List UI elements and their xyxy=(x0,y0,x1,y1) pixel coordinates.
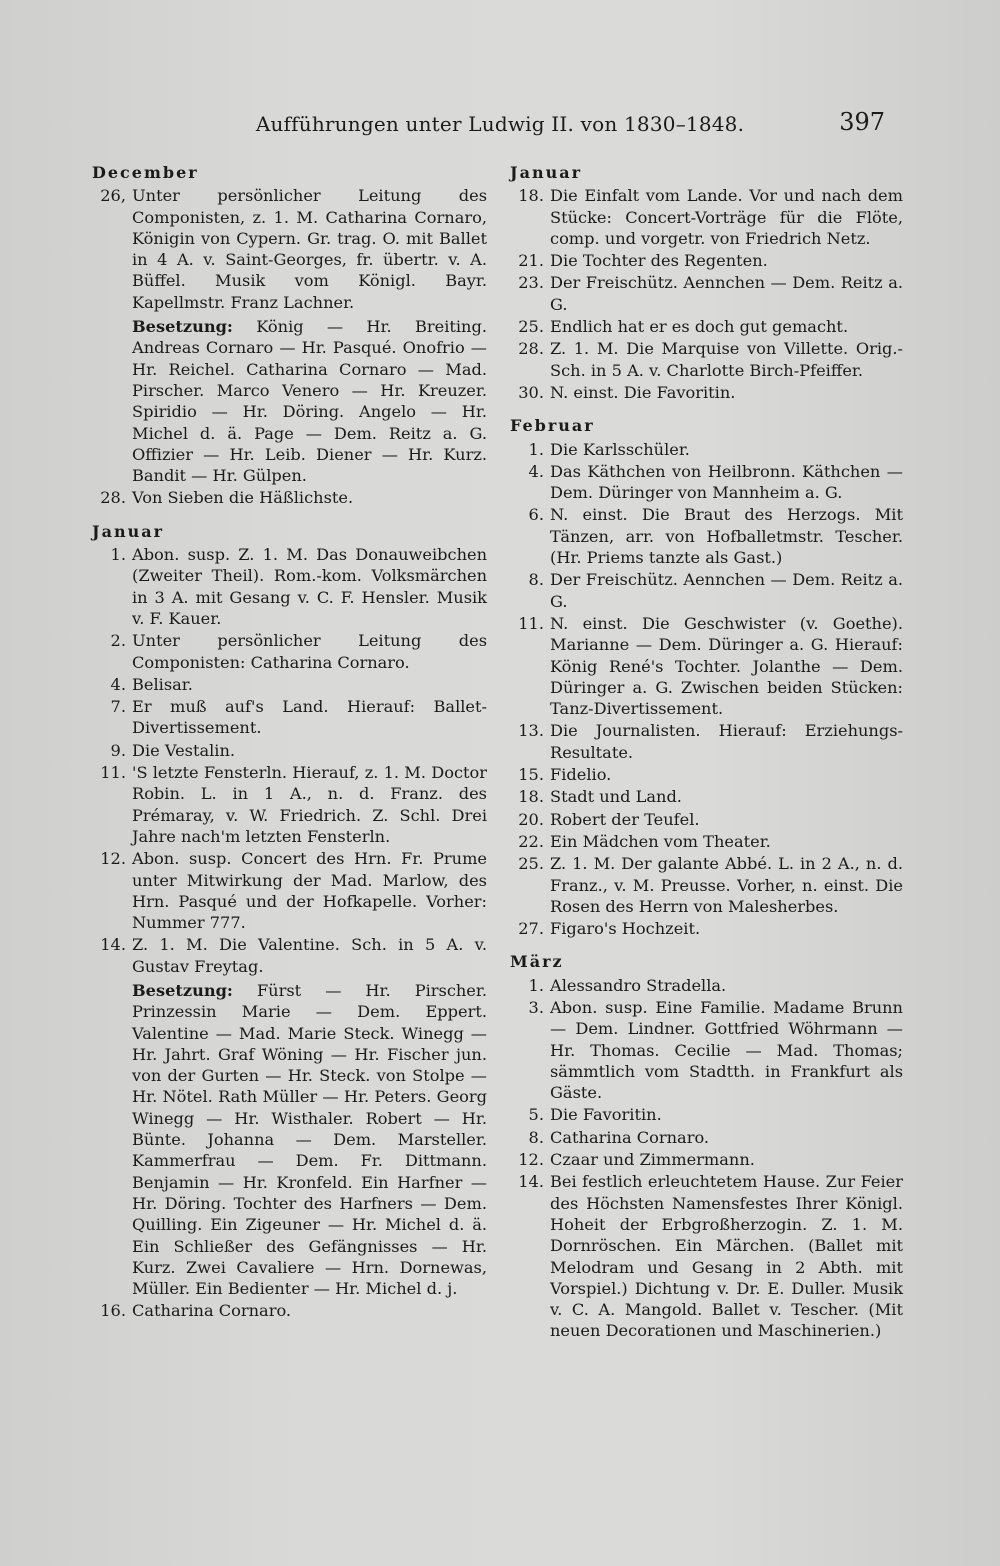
page-header xyxy=(0,108,1000,142)
entry-text: Z. 1. M. Der galante Abbé. L. in 2 A., n. d. Franz., v. M. Preusse. Vorher, n. einst. Die Rosen des Herrn von Malesherbes. xyxy=(550,854,903,916)
performance-entry xyxy=(92,487,487,508)
performance-entry xyxy=(510,1104,903,1125)
entry-day: 20. xyxy=(518,809,544,829)
month-heading: Januar xyxy=(92,521,164,541)
cast-text: Fürst — Hr. Pirscher. Prinzessin Marie — Dem. Eppert. Valentine — Mad. Marie Steck. Winegg — Hr. Jahrt. Graf Wöning — Hr. Fischer jun. von der Gurten — Hr. Steck. von Stolpe — Hr. Nötel. Rath Müller — Hr. Peters. Georg Winegg — Hr. Wisthaler. Robert — Hr. Bünte. Johanna — Dem. Marsteller. Kammerfrau — Dem. Fr. Dittmann. Benjamin — Hr. Kronfeld. Ein Harfner — Hr. Döring. Tochter des Harfners — Dem. Quilling. Ein Zigeuner — Hr. Michel d. ä. Ein Schließer des Gefängnisses — Hr. Kurz. Zwei Cavaliere — Hrn. Dornewas, Müller. Ein Bedienter — Hr. Michel d. j. xyxy=(132,980,487,1299)
entry-text-block xyxy=(550,997,903,1103)
entry-day: 8. xyxy=(528,1127,544,1147)
entry-text: Die Tochter des Regenten. xyxy=(550,251,768,271)
cast-text: König — Hr. Breiting. Andreas Cornaro — Hr. Pasqué. Onofrio — Hr. Reichel. Catharina Cornaro — Mad. Pirscher. Marco Venero — Hr. Kreuzer. Spiridio — Hr. Döring. Angelo — Hr. Michel d. ä. Page — Dem. Reitz a. G. Offizier — Hr. Leib. Diener — Hr. Kurz. Bandit — Hr. Gülpen. xyxy=(132,317,487,486)
performance-entry xyxy=(510,853,903,917)
performance-entry xyxy=(510,918,903,939)
entry-text: Abon. susp. Z. 1. M. Das Donauweibchen (Zweiter Theil). Rom.-kom. Volksmärchen in 3 A. mit Gesang v. C. F. Hensler. Musik v. F. Kauer. xyxy=(132,545,487,628)
performance-entry xyxy=(510,975,903,996)
entry-text-block xyxy=(550,1149,903,1170)
entry-text: Von Sieben die Häßlichste. xyxy=(132,488,354,508)
entry-text: N. einst. Die Favoritin. xyxy=(550,382,736,402)
performance-entry xyxy=(510,1127,903,1148)
entry-day: 5. xyxy=(528,1105,544,1125)
month-heading: Januar xyxy=(510,163,582,182)
entry-text: Belisar. xyxy=(132,674,193,694)
entry-day: 26, xyxy=(100,186,126,206)
entry-text-block xyxy=(132,740,487,761)
entry-text-block xyxy=(550,809,903,830)
month-heading: Februar xyxy=(510,416,595,436)
entry-day: 18. xyxy=(518,186,544,206)
cast-label: Besetzung: xyxy=(132,317,233,337)
performance-entry xyxy=(510,382,903,403)
entry-text: Endlich hat er es doch gut gemacht. xyxy=(550,317,849,337)
entry-text-block xyxy=(550,504,903,568)
entry-text-block xyxy=(550,382,903,403)
cast-list xyxy=(132,980,487,1299)
entry-day: 2. xyxy=(110,631,126,651)
entry-text: Z. 1. M. Die Valentine. Sch. in 5 A. v. Gustav Freytag. xyxy=(132,935,487,976)
entry-day: 21. xyxy=(518,251,544,271)
performance-entry xyxy=(92,740,487,761)
performance-entry xyxy=(510,1149,903,1170)
performance-entry xyxy=(92,934,487,1299)
entry-day: 16. xyxy=(100,1301,126,1321)
entry-text: Die Favoritin. xyxy=(550,1105,662,1125)
performance-entry xyxy=(510,250,903,271)
performance-entry xyxy=(510,569,903,612)
entry-day: 14. xyxy=(100,935,126,955)
cast-list xyxy=(132,316,487,486)
performance-entry xyxy=(510,809,903,830)
entry-text-block xyxy=(550,250,903,271)
entry-day: 7. xyxy=(110,697,126,717)
entry-text-block xyxy=(132,544,487,629)
entry-text-block xyxy=(132,762,487,847)
performance-entry xyxy=(510,720,903,763)
entry-text: Die Karlsschüler. xyxy=(550,439,690,459)
entry-day: 12. xyxy=(518,1150,544,1170)
performance-entry xyxy=(92,1300,487,1321)
entry-day: 23. xyxy=(518,273,544,293)
entry-day: 4. xyxy=(110,674,126,694)
entry-text-block xyxy=(132,185,487,486)
month-heading: März xyxy=(510,952,564,972)
entry-text: Ein Mädchen vom Theater. xyxy=(550,831,771,851)
entry-day: 25. xyxy=(518,317,544,337)
entry-text: Catharina Cornaro. xyxy=(132,1301,292,1321)
entry-text-block xyxy=(550,1104,903,1125)
entry-text: Czaar und Zimmermann. xyxy=(550,1150,755,1170)
entry-text-block xyxy=(550,316,903,337)
entry-text: Das Käthchen von Heilbronn. Käthchen — Dem. Düringer von Mannheim a. G. xyxy=(550,461,903,503)
entry-text: Figaro's Hochzeit. xyxy=(550,919,701,939)
entry-text: Unter persönlicher Leitung des Componisten, z. 1. M. Catharina Cornaro, Königin von Cypern. Gr. trag. O. mit Ballet in 4 A. v. Saint-Georges, fr. übertr. v. A. Büffel. Musik vom Königl. Bayr. Kapellmstr. Franz Lachner. xyxy=(132,186,487,312)
performance-entry xyxy=(510,786,903,807)
performance-entry xyxy=(92,762,487,847)
performance-entry xyxy=(510,764,903,785)
entry-day: 11. xyxy=(100,763,126,783)
entry-day: 15. xyxy=(518,765,544,785)
entry-text-block xyxy=(550,338,903,381)
entry-text: Die Einfalt vom Lande. Vor und nach dem Stücke: Concert-Vorträge für die Flöte, comp. und vorgetr. von Friedrich Netz. xyxy=(550,186,903,248)
entry-text-block xyxy=(132,674,487,695)
entry-day: 18. xyxy=(518,787,544,807)
entry-text-block xyxy=(550,720,903,763)
running-title: Aufführungen unter Ludwig II. von 1830–1848. xyxy=(255,112,745,136)
performance-entry xyxy=(510,504,903,568)
entry-text-block xyxy=(550,853,903,917)
entry-text: Z. 1. M. Die Marquise von Villette. Orig.-Sch. in 5 A. v. Charlotte Birch-Pfeiffer. xyxy=(550,339,903,380)
left-column xyxy=(92,162,487,1323)
entry-text-block xyxy=(550,918,903,939)
performance-entry xyxy=(510,997,903,1103)
performance-entry xyxy=(510,1171,903,1341)
entry-day: 27. xyxy=(518,919,544,939)
entry-text: 'S letzte Fensterln. Hierauf, z. 1. M. Doctor Robin. L. in 1 A., n. d. Franz. des Prémaray, v. W. Friedrich. Z. Schl. Drei Jahre nach'm letzten Fensterln. xyxy=(132,763,487,846)
entry-day: 28. xyxy=(518,339,544,359)
performance-entry xyxy=(92,544,487,629)
entry-text-block xyxy=(550,613,903,719)
entry-day: 1. xyxy=(528,975,544,995)
performance-entry xyxy=(510,461,903,504)
entry-text-block xyxy=(550,764,903,785)
entry-text-block xyxy=(550,1171,903,1341)
performance-entry xyxy=(510,338,903,381)
performance-entry xyxy=(92,848,487,933)
entry-day: 6. xyxy=(528,505,544,525)
entry-text-block xyxy=(132,696,487,739)
entry-day: 1. xyxy=(110,545,126,565)
entry-text-block xyxy=(550,786,903,807)
entry-text-block xyxy=(550,831,903,852)
performance-entry xyxy=(510,613,903,719)
month-heading: December xyxy=(92,163,199,182)
entry-text-block xyxy=(132,487,487,508)
entry-day: 30. xyxy=(518,382,544,402)
entry-text: N. einst. Die Geschwister (v. Goethe). Marianne — Dem. Düringer a. G. Hierauf: König René's Tochter. Jolanthe — Dem. Düringer a. G. Zwischen beiden Stücken: Tanz-Divertissement. xyxy=(550,613,903,719)
entry-text: Catharina Cornaro. xyxy=(550,1127,710,1147)
entry-text: Unter persönlicher Leitung des Componisten: Catharina Cornaro. xyxy=(132,631,487,672)
entry-day: 28. xyxy=(100,488,126,508)
performance-entry xyxy=(92,185,487,486)
entry-day: 4. xyxy=(528,461,544,481)
performance-entry xyxy=(510,316,903,337)
entry-text: Abon. susp. Concert des Hrn. Fr. Prume unter Mitwirkung der Mad. Marlow, des Hrn. Pasqué und der Hofkapelle. Vorher: Nummer 777. xyxy=(132,849,487,933)
performance-entry xyxy=(92,674,487,695)
entry-day: 8. xyxy=(528,570,544,590)
entry-text: Fidelio. xyxy=(550,765,612,785)
entry-day: 13. xyxy=(518,721,544,741)
entry-text: Er muß auf's Land. Hierauf: Ballet-Divertissement. xyxy=(132,697,487,738)
entry-text-block xyxy=(132,630,487,673)
entry-text-block xyxy=(132,1300,487,1321)
entry-text: Abon. susp. Eine Familie. Madame Brunn — Dem. Lindner. Gottfried Wöhrmann — Hr. Thomas. Cecilie — Mad. Thomas; sämmtlich vom Stadtth. in Frankfurt als Gäste. xyxy=(550,997,903,1103)
entry-text-block xyxy=(132,934,487,1299)
entry-text-block xyxy=(550,272,903,315)
performance-entry xyxy=(92,630,487,673)
performance-entry xyxy=(510,439,903,460)
entry-text: N. einst. Die Braut des Herzogs. Mit Tänzen, arr. von Hofballetmstr. Tescher. (Hr. Priems tanzte als Gast.) xyxy=(550,505,903,568)
entry-text: Alessandro Stradella. xyxy=(550,975,727,995)
right-column xyxy=(510,162,903,1343)
performance-entry xyxy=(510,831,903,852)
entry-text-block xyxy=(550,1127,903,1148)
entry-text-block xyxy=(132,848,487,933)
entry-text: Robert der Teufel. xyxy=(550,809,700,829)
entry-day: 3. xyxy=(528,997,544,1017)
cast-label: Besetzung: xyxy=(132,980,233,1000)
performance-entry xyxy=(510,272,903,315)
entry-day: 14. xyxy=(518,1172,544,1192)
entry-text: Die Vestalin. xyxy=(132,740,236,760)
performance-entry xyxy=(92,696,487,739)
entry-day: 22. xyxy=(518,831,544,851)
entry-text: Die Journalisten. Hierauf: Erziehungs-Resultate. xyxy=(550,721,903,762)
entry-text: Stadt und Land. xyxy=(550,787,682,807)
entry-text: Bei festlich erleuchtetem Hause. Zur Feier des Höchsten Namensfestes Ihrer Königl. Hoheit der Erbgroßherzogin. Z. 1. M. Dornröschen. Ein Märchen. (Ballet mit Melodram und Gesang in 2 Abth. mit Vorspiel.) Dichtung v. Dr. E. Duller. Musik v. C. A. Mangold. Ballet v. Tescher. (Mit neuen Decorationen und Maschinerien.) xyxy=(550,1172,903,1341)
entry-text-block xyxy=(550,185,903,249)
entry-day: 12. xyxy=(100,849,126,869)
performance-entry xyxy=(510,185,903,249)
entry-day: 25. xyxy=(518,854,544,874)
entry-day: 9. xyxy=(110,740,126,760)
entry-text-block xyxy=(550,975,903,996)
entry-text: Der Freischütz. Aennchen — Dem. Reitz a. G. xyxy=(550,570,903,611)
entry-day: 11. xyxy=(518,613,544,633)
entry-text-block xyxy=(550,461,903,504)
entry-text-block xyxy=(550,439,903,460)
entry-text: Der Freischütz. Aennchen — Dem. Reitz a. G. xyxy=(550,273,903,314)
page-number: 397 xyxy=(839,108,885,136)
entry-day: 1. xyxy=(528,439,544,459)
entry-text-block xyxy=(550,569,903,612)
